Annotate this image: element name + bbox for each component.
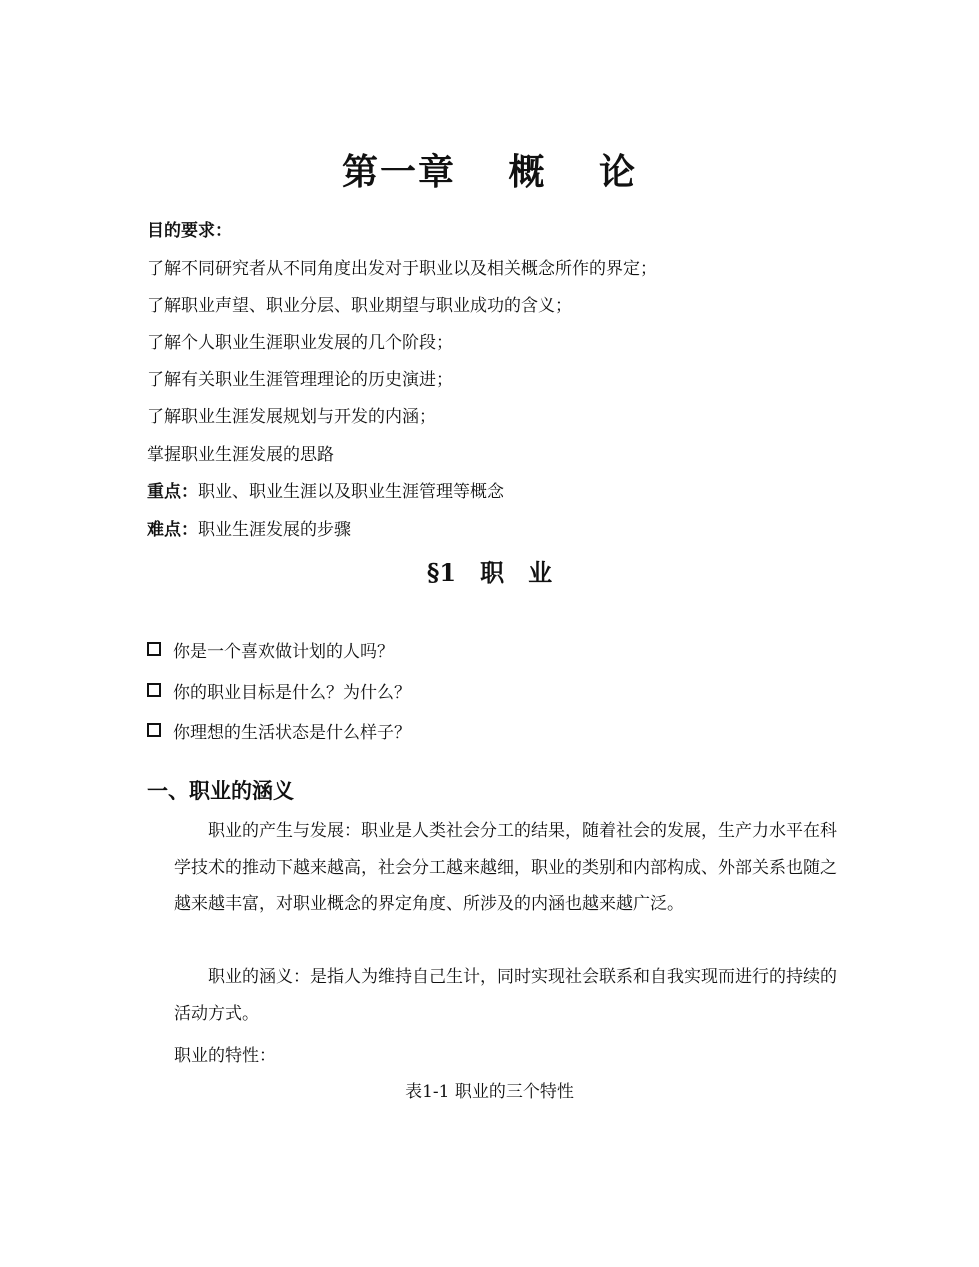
difficult-point-label: 难点：	[147, 520, 198, 540]
subsection-title: 一、职业的涵义	[147, 778, 294, 803]
objective-item: 掌握职业生涯发展的思路	[147, 445, 334, 465]
checkbox-icon	[147, 723, 161, 737]
checkbox-icon	[147, 642, 161, 656]
characteristics-label: 职业的特性：	[174, 1046, 276, 1066]
paragraph-definition: 职业的涵义：是指人为维持自己生计，同时实现社会联系和自我实现而进行的持续的活动方式。	[174, 967, 837, 1024]
checkbox-icon	[147, 683, 161, 697]
objective-item: 了解有关职业生涯管理理论的历史演进；	[147, 370, 453, 390]
question-item	[147, 718, 411, 742]
difficult-point	[147, 518, 351, 542]
question-item	[147, 678, 411, 702]
key-point-text: 职业、职业生涯以及职业生涯管理等概念	[198, 482, 504, 502]
key-point-label: 重点：	[147, 482, 198, 502]
difficult-point-text: 职业生涯发展的步骤	[198, 520, 351, 540]
question-text: 你是一个喜欢做计划的人吗？	[173, 641, 394, 662]
question-item	[147, 637, 394, 661]
objective-item: 了解个人职业生涯职业发展的几个阶段；	[147, 333, 453, 353]
question-text: 你的职业目标是什么？为什么？	[173, 682, 411, 703]
objective-item: 了解职业生涯发展规划与开发的内涵；	[147, 407, 436, 427]
objective-item: 了解不同研究者从不同角度出发对于职业以及相关概念所作的界定；	[147, 259, 657, 279]
paragraph-origin: 职业的产生与发展：职业是人类社会分工的结果，随着社会的发展，生产力水平在科学技术的推动下越来越高，社会分工越来越细，职业的类别和内部构成、外部关系也随之越来越丰富，对职业概念的界定角度、所涉及的内涵也越来越广泛。	[174, 821, 837, 914]
objective-item: 了解职业声望、职业分层、职业期望与职业成功的含义；	[147, 296, 572, 316]
key-point	[147, 480, 504, 504]
table-caption: 表1-1 职业的三个特性	[405, 1082, 574, 1102]
section-title: §1 职 业	[426, 558, 553, 587]
chapter-title: 第一章 概 论	[341, 151, 638, 193]
objectives-label: 目的要求：	[147, 221, 232, 241]
question-text: 你理想的生活状态是什么样子？	[173, 722, 411, 743]
